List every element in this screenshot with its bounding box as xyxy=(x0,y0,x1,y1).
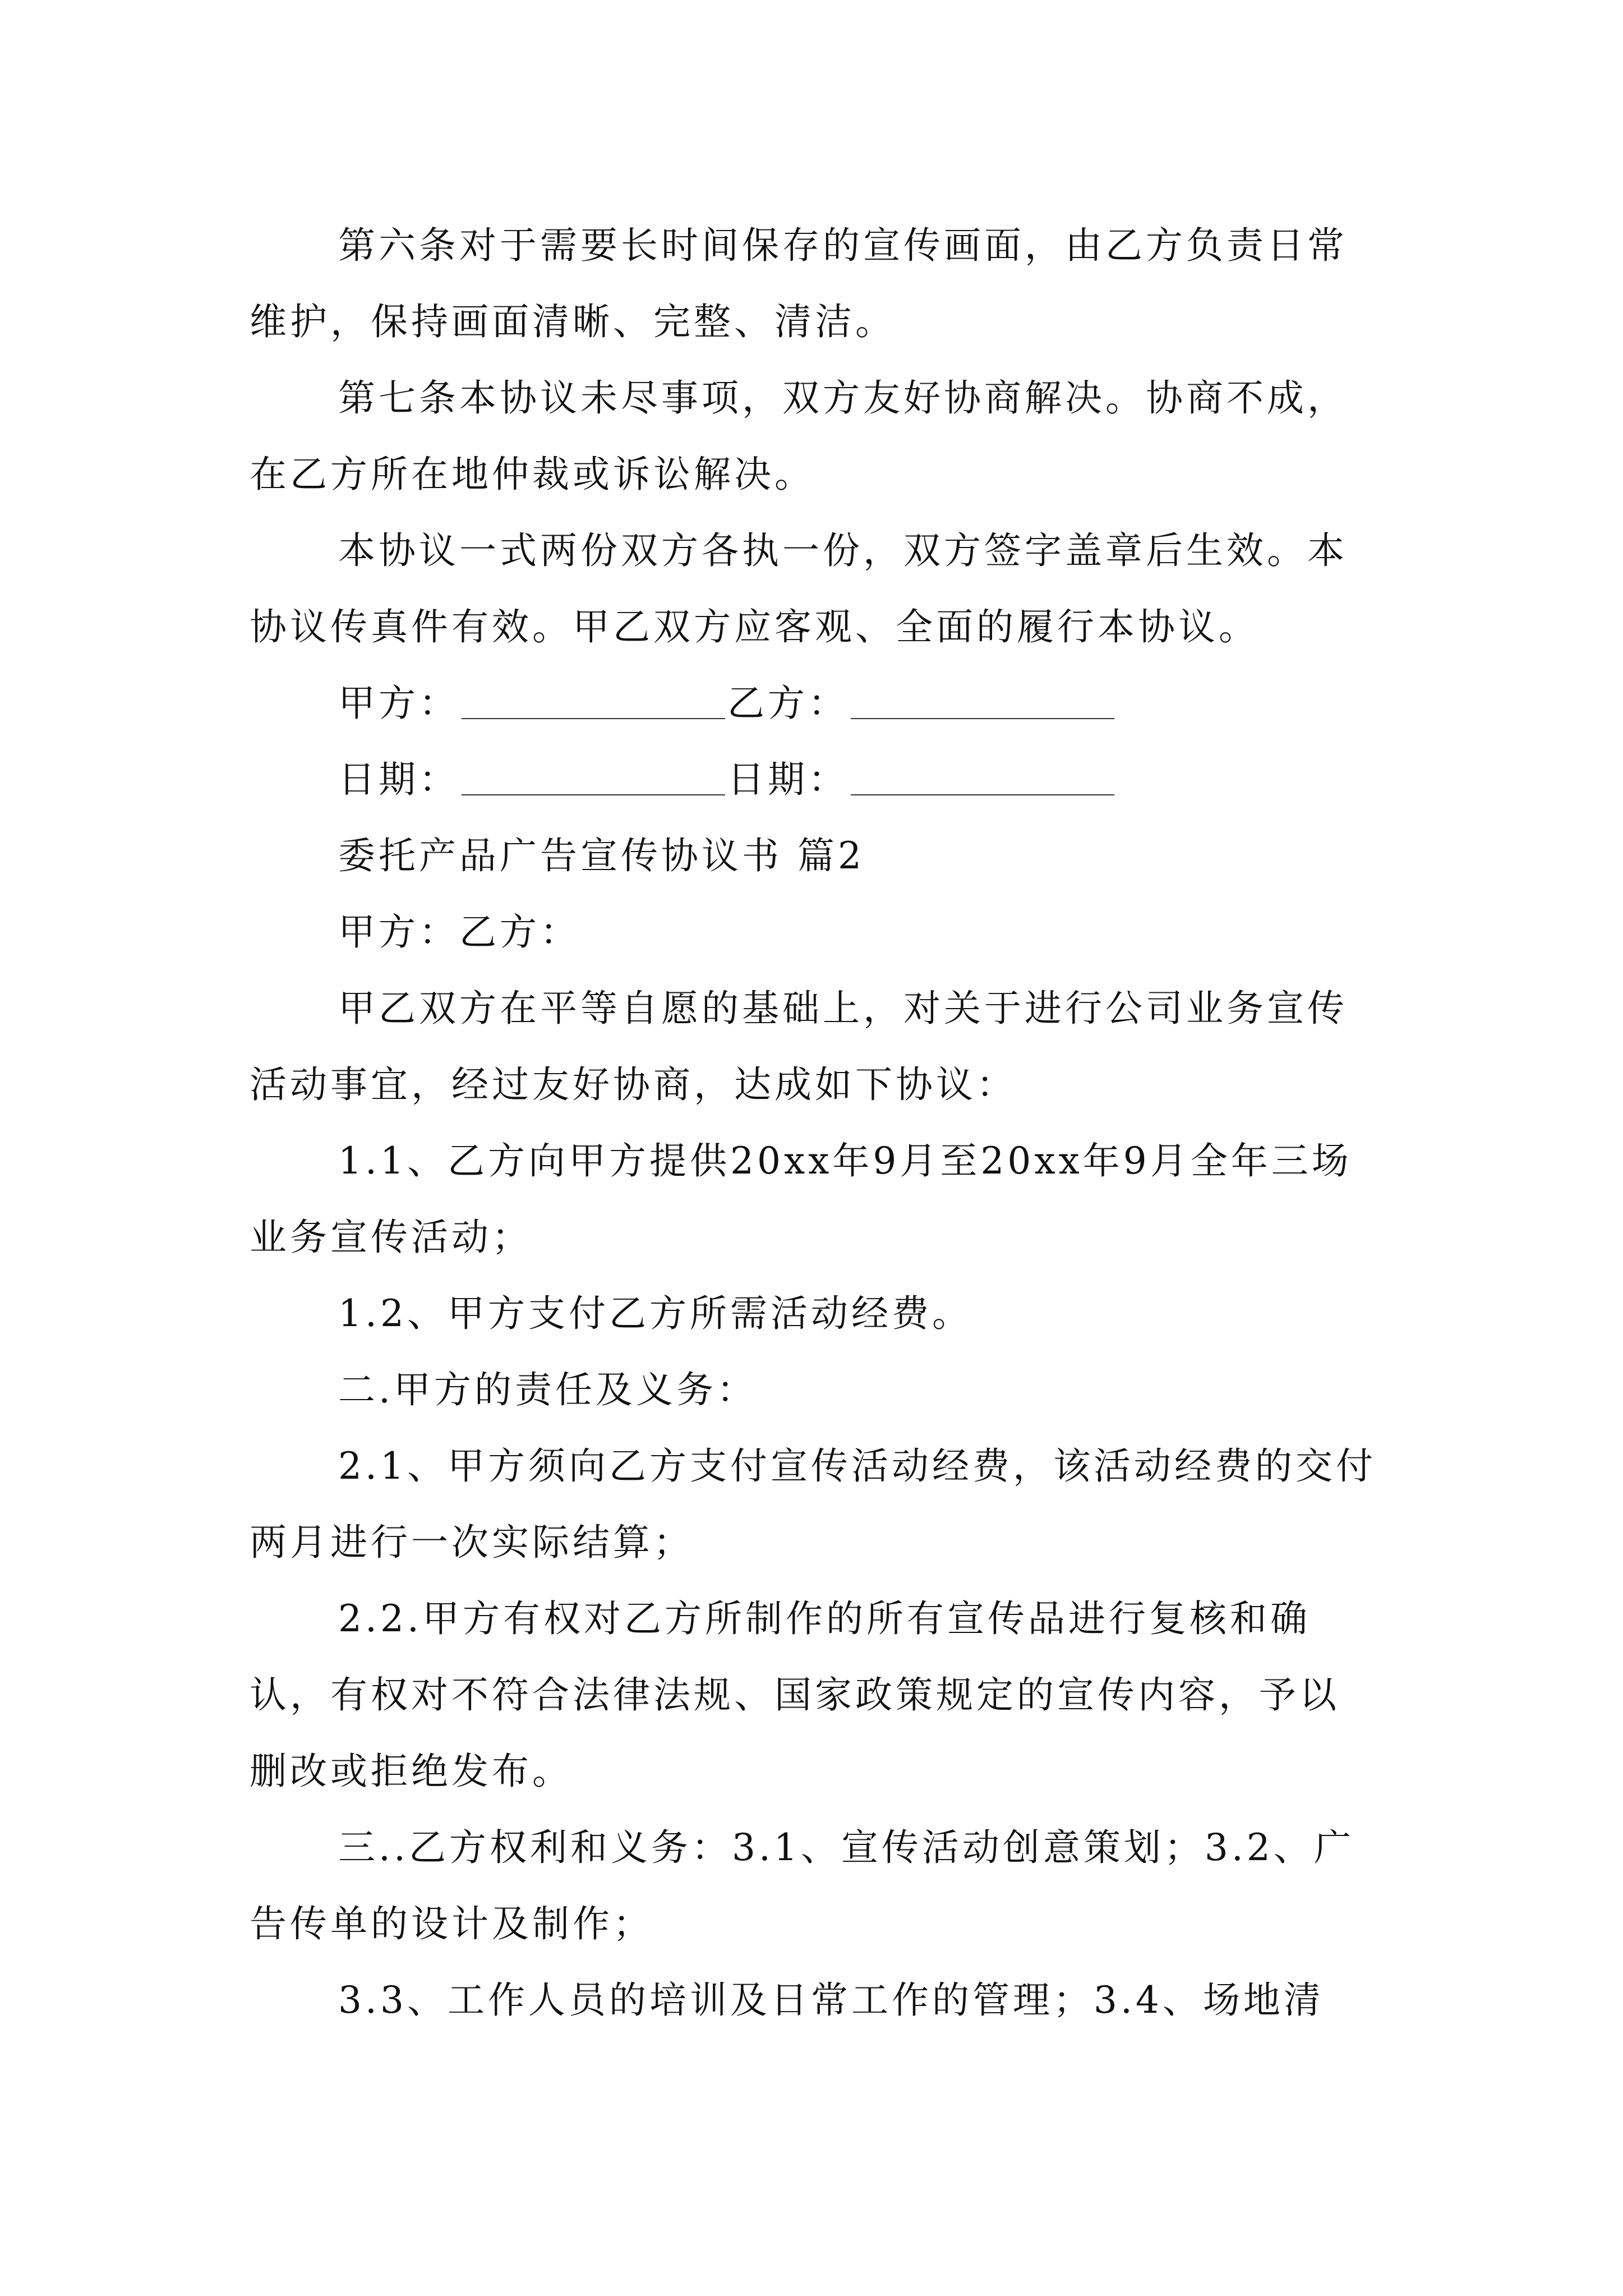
body-paragraph-1-2: 1.2、甲方支付乙方所需活动经费。 xyxy=(338,1292,972,1335)
date-b-blank xyxy=(851,794,1114,795)
date-b-label: 日期： xyxy=(727,758,849,801)
paragraph-article-7: 第七条本协议未尽事项，双方友好协商解决。协商不成，在乙方所在地仲裁或诉讼解决。 xyxy=(250,376,1348,496)
body-paragraph-3-3: 3.3、工作人员的培训及日常工作的管理；3.4、场地清 xyxy=(338,1978,1324,2022)
body-paragraph-2-2: 2.2.甲方有权对乙方所制作的所有宣传品进行复核和确认，有权对不符合法律法规、国家政策规定的宣传内容，予以删改或拒绝发布。 xyxy=(250,1597,1340,1793)
body-paragraph-1-1: 1.1、乙方向甲方提供20xx年9月至20xx年9月全年三场业务宣传活动； xyxy=(250,1139,1352,1259)
document-content xyxy=(250,208,1377,2039)
body-heading-party-a-duties: 二.甲方的责任及义务： xyxy=(338,1368,757,1411)
party-b-label: 乙方： xyxy=(727,682,849,725)
body-paragraph-intro: 甲乙双方在平等自愿的基础上，对关于进行公司业务宣传活动事宜，经过友好协商，达成如下协议： xyxy=(250,987,1348,1106)
signature-row-dates xyxy=(250,742,1377,818)
section-title: 委托产品广告宣传协议书 篇2 xyxy=(338,834,865,877)
paragraph-article-6: 第六条对于需要长时间保存的宣传画面，由乙方负责日常维护，保持画面清晰、完整、清洁。 xyxy=(250,224,1348,343)
date-a-blank xyxy=(462,794,725,795)
parties-line: 甲方：乙方： xyxy=(338,910,580,954)
date-a-label: 日期： xyxy=(338,758,459,801)
body-paragraph-2-1: 2.1、甲方须向乙方支付宣传活动经费，该活动经费的交付两月进行一次实际结算； xyxy=(250,1444,1376,1564)
party-b-blank xyxy=(851,717,1114,719)
party-a-label: 甲方： xyxy=(338,682,459,725)
paragraph-copies: 本协议一式两份双方各执一份，双方签字盖章后生效。本协议传真件有效。甲乙双方应客观、全面的履行本协议。 xyxy=(250,529,1348,648)
body-paragraph-3: 三..乙方权利和义务：3.1、宣传活动创意策划；3.2、广告传单的设计及制作； xyxy=(250,1826,1354,1945)
signature-row-parties xyxy=(250,665,1377,742)
party-a-blank xyxy=(462,717,725,719)
